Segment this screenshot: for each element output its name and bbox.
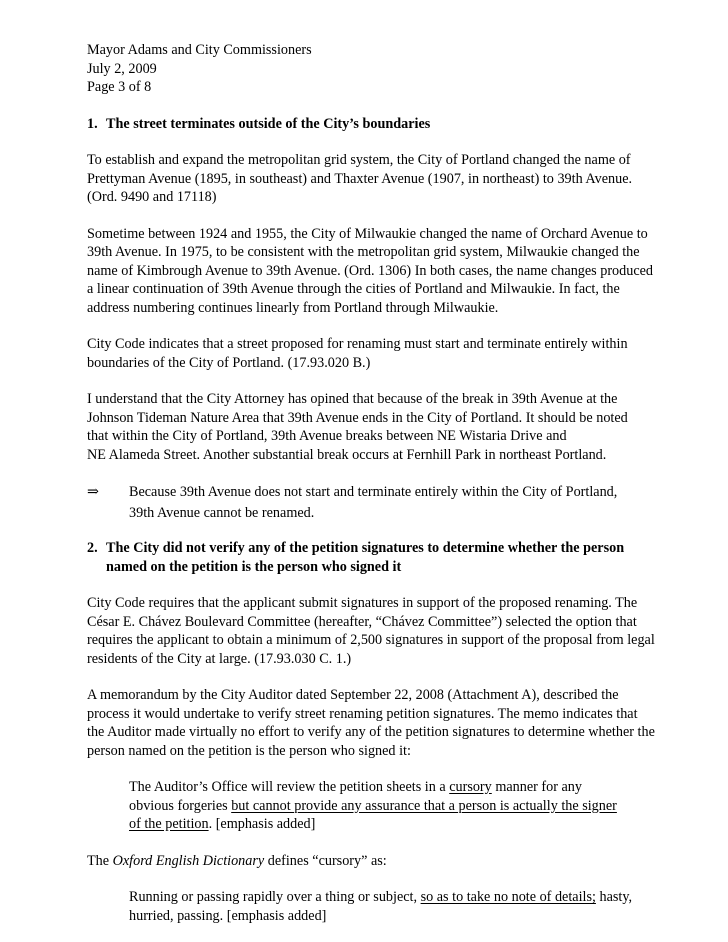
quote-text: Running or passing rapidly over a thing or subject,	[129, 889, 421, 905]
section-1-title: The street terminates outside of the City’s boundaries	[106, 115, 431, 132]
conclusion-line-2: 39th Avenue cannot be renamed.	[129, 505, 315, 521]
paragraph-4-line-1: I understand that the City Attorney has opined that because of the break in 39th Avenue at the	[87, 391, 618, 407]
section-1-paragraph-3: City Code indicates that a street proposed for renaming must start and terminate entirely within boundaries of the City of Portland. (17.93.020 B.)	[87, 336, 628, 371]
document-page	[87, 41, 655, 925]
section-1-conclusion	[87, 482, 655, 524]
section-2-paragraph-1: City Code requires that the applicant submit signatures in support of the proposed renaming. The César E. Chávez Boulevard Committee (hereafter, “Chávez Committee”) selected the option that requires the applicant to obtain a minimum of 2,500 signatures in support of the proposal from legal residents of the City at large. (17.93.030 C. 1.)	[87, 595, 655, 667]
date-line: July 2, 2009	[87, 60, 157, 77]
paragraph-4-line-3: that within the City of Portland, 39th Avenue breaks between NE Wistaria Drive and	[87, 428, 567, 444]
section-2-paragraph-2: A memorandum by the City Auditor dated September 22, 2008 (Attachment A), described the process it would undertake to verify street renaming petition signatures. The memo indicates that the Auditor made virtually no effort to verify any of the petition signatures to determine whether the person named on the petition is the person who signed it:	[87, 687, 655, 759]
section-1-paragraph-1: To establish and expand the metropolitan grid system, the City of Portland changed the name of Prettyman Avenue (1895, in southeast) and Thaxter Avenue (1907, in northeast) to 39th Avenue. (Ord. 9490 and 17118)	[87, 152, 633, 205]
auditor-quote	[87, 778, 655, 834]
quote-text: manner for any obvious forgeries	[129, 779, 582, 814]
emphasis-cursory: cursory	[449, 779, 492, 795]
quote-text: The Auditor’s Office will review the petition sheets in a	[129, 779, 450, 795]
letter-header	[87, 41, 655, 97]
conclusion-line-1: Because 39th Avenue does not start and terminate entirely within the City of Portland,	[129, 484, 618, 500]
section-2-number: 2.	[87, 540, 98, 556]
emphasis-no-assurance: but cannot provide any assurance that a person is actually the signer of the petition	[129, 797, 617, 832]
section-1-paragraph-2: Sometime between 1924 and 1955, the City of Milwaukie changed the name of Orchard Avenue to 39th Avenue. In 1975, to be consistent with the metropolitan grid system, Milwaukie changed the name of Kimbrough Avenue to 39th Avenue. (Ord. 1306) In both cases, the name changes produced a linear continuation of 39th Avenue through the cities of Portland and Milwaukie. In fact, the address numbering continues linearly from Portland through Milwaukie.	[87, 225, 654, 316]
page-number-line: Page 3 of 8	[87, 79, 152, 95]
section-1-heading	[87, 115, 655, 134]
quote-text: . [emphasis added]	[208, 816, 316, 832]
recipient-line: Mayor Adams and City Commissioners	[87, 42, 312, 58]
oed-text: The	[87, 852, 113, 869]
emphasis-details: so as to take no note of details;	[420, 889, 596, 905]
quote-text: hasty, hurried, passing. [emphasis added]	[129, 889, 633, 924]
paragraph-4-line-4: NE Alameda Street. Another substantial break occurs at Fernhill Park in northeast Portland.	[87, 446, 607, 463]
paragraph-4-line-2: Johnson Tideman Nature Area that 39th Avenue ends in the City of Portland. It should be noted	[87, 409, 628, 426]
implies-arrow-icon: ⇒	[87, 484, 99, 500]
section-1-paragraph-4	[87, 390, 655, 464]
section-2-title: The City did not verify any of the petition signatures to determine whether the person named on the petition is the person who signed it	[106, 540, 625, 575]
section-2-heading	[87, 539, 655, 576]
section-1-number: 1.	[87, 115, 98, 132]
oed-text: defines “cursory” as:	[264, 852, 387, 869]
oed-intro	[87, 852, 655, 871]
oed-title: Oxford English Dictionary	[112, 852, 265, 869]
oed-definition-quote	[87, 888, 655, 925]
